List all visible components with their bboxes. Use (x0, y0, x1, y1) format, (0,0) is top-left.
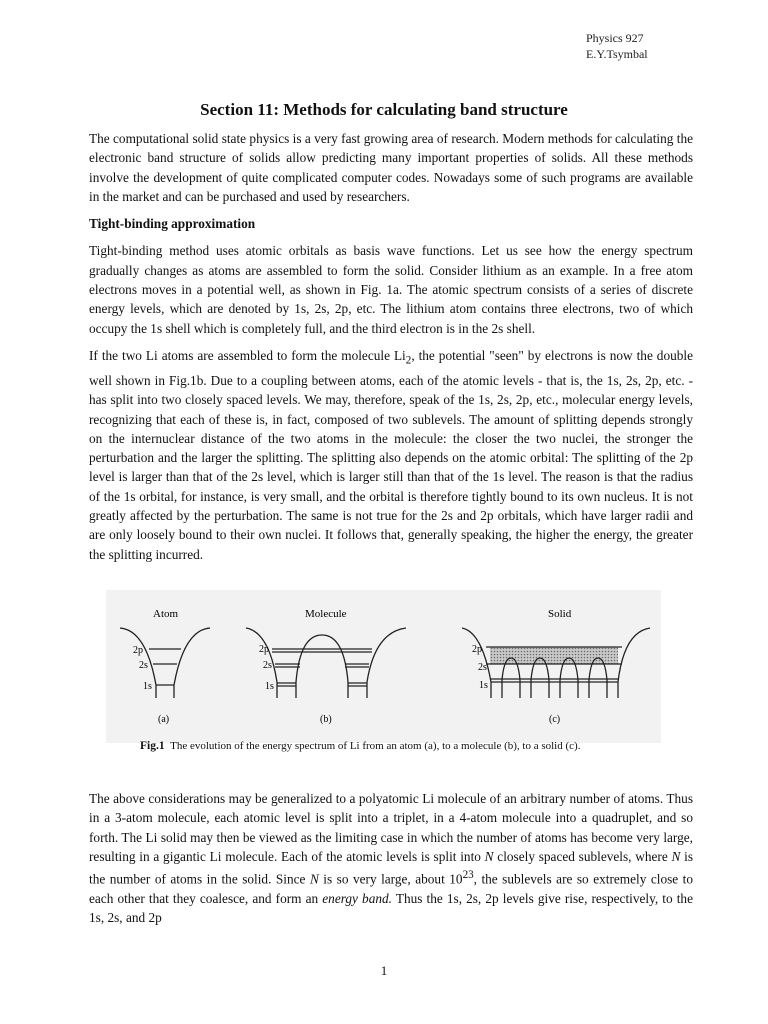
subheading: Tight-binding approximation (89, 216, 256, 232)
atom-well (120, 628, 210, 698)
para3-em: energy band. (322, 890, 392, 906)
atom-label-2p: 2p (133, 645, 143, 656)
para3-t5: , the sublevels are so extremely close to each other that they coalesce, and form an (89, 871, 693, 906)
molecule-label-2s: 2s (263, 660, 272, 671)
solid-band (490, 647, 618, 664)
caption-text: The evolution of the energy spectrum of Li from an atom (a), to a molecule (b), to a solid (c). (170, 740, 581, 752)
panel-letter-a: (a) (158, 714, 170, 725)
page-header (586, 30, 648, 62)
paragraph-1: Tight-binding method uses atomic orbitals as basis wave functions. Let us see how the energy spectrum gradually changes as atoms are assembled to form the solid. Consider lithium as an example. In a free atom electrons moves in a potential well, as shown in Fig. 1a. The atomic spectrum consists of a series of discrete energy levels, which are denoted by 1s, 2s, 2p, etc. The lithium atom contains three electrons, two of which occupy the 1s shell which is completely full, and the third electron is in the 2s shell. (89, 243, 693, 336)
panel-letter-c: (c) (549, 714, 561, 725)
course-label: Physics 927 (586, 31, 644, 45)
paragraph-2 (89, 346, 693, 564)
caption-label: Fig.1 (140, 740, 165, 752)
solid-label-1s: 1s (479, 680, 488, 691)
para2-text-b: , the potential "seen" by electrons is now the double well shown in Fig.1b. Due to a coupling between atoms, each of the atomic levels - that is, the 1s, 2s, 2p, etc. - has split into two closely spaced levels. We may, therefore, speak of the 1s, 2s, 2p, etc., molecular energy levels, recognizing that each of these is, in fact, composed of two sublevels. The amount of splitting depends strongly on the internuclear distance of the two atoms in the molecule: the closer the two nuclei, the stronger the perturbation and the larger the splitting. The splitting also depends on the atomic orbital: The splitting of the 2p level is larger than that of the 2s level, which is larger still than that of the 1s level. The reason is that the radius of the 1s orbital, for instance, is very small, and the orbital is therefore tightly bound to its own nucleus. It is not greatly affected by the perturbation. The same is not true for the 2s and 2p orbitals, which have larger radii and are only loosely bound to their own nuclei. It follows that, generally speaking, the higher the energy, the greater the splitting incurred. (89, 347, 693, 562)
panel-letter-b: (b) (320, 714, 332, 725)
para3-t3: is the number of atoms in the solid. Since (89, 848, 693, 887)
para2-subscript: 2 (405, 354, 412, 367)
page-number: 1 (380, 963, 388, 978)
molecule-label-2p: 2p (259, 644, 269, 655)
para3-n1: N (484, 848, 494, 864)
panel-title-molecule: Molecule (305, 608, 347, 620)
paragraph-3 (89, 789, 693, 928)
atom-label-2s: 2s (139, 660, 148, 671)
solid-label-2s: 2s (478, 662, 487, 673)
para3-t2: closely spaced sublevels, where (493, 848, 672, 864)
panel-title-solid: Solid (548, 608, 572, 620)
section-title: Section 11: Methods for calculating band structure (200, 100, 568, 119)
body-text-top (89, 129, 693, 572)
intro-paragraph: The computational solid state physics is a very fast growing area of research. Modern methods for calculating the electronic band structure of solids allow predicting many important properties of solids. All these methods involve the development of quite complicated computer codes. Nowadays some of such programs are available in the market and can be purchased and used by researchers. (89, 131, 693, 204)
body-text-bottom (89, 789, 693, 936)
para3-n2: N (671, 848, 681, 864)
atom-label-1s: 1s (143, 681, 152, 692)
author-label: E.Y.Tsymbal (586, 47, 648, 61)
panel-title-atom: Atom (153, 608, 179, 620)
figure-energy-levels (106, 590, 661, 743)
figure-caption (140, 739, 580, 753)
para3-t4: is so very large, about 10 (318, 871, 463, 887)
molecule-label-1s: 1s (265, 681, 274, 692)
solid-label-2p: 2p (472, 644, 482, 655)
para2-text-a: If the two Li atoms are assembled to form the molecule Li (89, 347, 406, 363)
para3-n3: N (309, 871, 319, 887)
figure-diagram (106, 590, 661, 743)
para3-exponent: 23 (462, 869, 474, 882)
para3-t6: Thus the 1s, 2s, 2p levels give rise, respectively, to the 1s, 2s, and 2p (89, 890, 693, 926)
para3-t1: The above considerations may be generalized to a polyatomic Li molecule of an arbitrary number of atoms. Thus in a 3-atom molecule, each atomic level is split into a triplet, in a 4-atom molecule into a quadruplet, and so forth. The Li solid may then be viewed as the limiting case in which the number of atoms has become very large, resulting in a gigantic Li molecule. Each of the atomic levels is split into (89, 791, 693, 864)
